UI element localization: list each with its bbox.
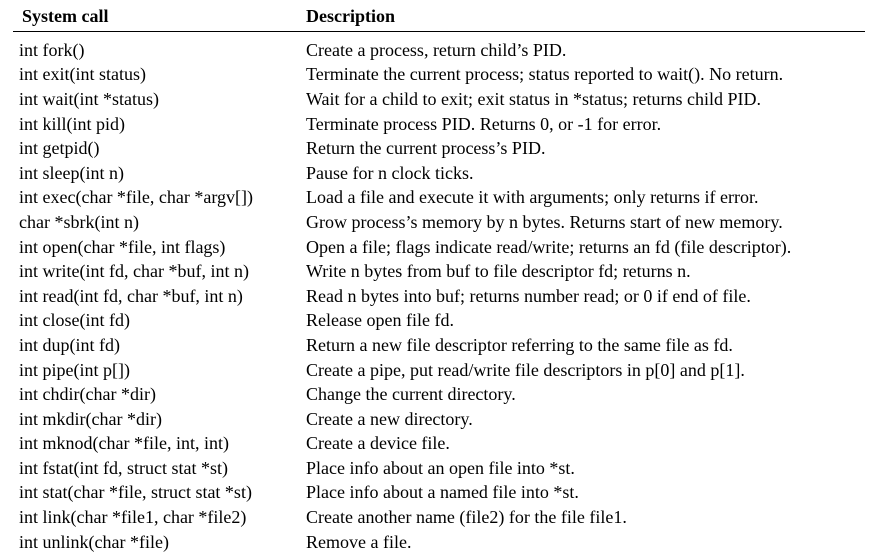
description-cell: Remove a file. [306,531,412,552]
description-cell: Terminate process PID. Returns 0, or -1 for error. [306,113,662,134]
table-row [13,186,865,211]
table-body [13,38,865,554]
header-rule [13,31,865,32]
description-cell: Place info about an open file into *st. [306,457,575,478]
system-call-cell: int exec(char *file, char *argv[]) [19,187,254,208]
system-call-cell: int link(char *file1, char *file2) [19,507,247,528]
system-call-cell: int mkdir(char *dir) [19,408,162,429]
system-call-cell: int fork() [19,39,85,60]
table-row [13,63,865,88]
table-row [13,161,865,186]
system-call-cell: int exit(int status) [19,64,146,85]
table-row [13,259,865,284]
table-row [13,432,865,457]
description-cell: Create another name (file2) for the file file1. [306,507,627,528]
description-cell: Create a new directory. [306,408,473,429]
table-row [13,407,865,432]
system-call-cell: int getpid() [19,138,100,159]
table-header [13,4,865,30]
system-call-table [13,4,865,554]
description-cell: Create a device file. [306,433,450,454]
system-call-cell: int open(char *file, int flags) [19,236,226,257]
system-call-cell: int read(int fd, char *buf, int n) [19,285,243,306]
description-cell: Pause for n clock ticks. [306,162,474,183]
header-system-call: System call [22,6,109,26]
table-row [13,382,865,407]
description-cell: Terminate the current process; status reported to wait(). No return. [306,64,784,85]
description-cell: Change the current directory. [306,384,516,405]
header-description: Description [306,6,395,26]
description-cell: Open a file; flags indicate read/write; returns an fd (file descriptor). [306,236,792,257]
description-cell: Grow process’s memory by n bytes. Returns start of new memory. [306,211,783,232]
description-cell: Wait for a child to exit; exit status in *status; returns child PID. [306,88,761,109]
table-row [13,136,865,161]
table-row [13,333,865,358]
description-cell: Load a file and execute it with arguments; only returns if error. [306,187,759,208]
description-cell: Create a process, return child’s PID. [306,39,567,60]
description-cell: Return the current process’s PID. [306,138,546,159]
system-call-cell: char *sbrk(int n) [19,211,139,232]
system-call-cell: int chdir(char *dir) [19,384,156,405]
system-call-cell: int close(int fd) [19,310,130,331]
system-call-cell: int dup(int fd) [19,334,120,355]
description-cell: Release open file fd. [306,310,454,331]
system-call-cell: int mknod(char *file, int, int) [19,433,229,454]
system-call-cell: int pipe(int p[]) [19,359,130,380]
system-call-cell: int write(int fd, char *buf, int n) [19,261,249,282]
system-call-cell: int stat(char *file, struct stat *st) [19,482,252,503]
table-row [13,112,865,137]
table-row [13,456,865,481]
table-row [13,505,865,530]
table-row [13,284,865,309]
description-cell: Return a new file descriptor referring to the same file as fd. [306,334,733,355]
table-row [13,481,865,506]
system-call-cell: int sleep(int n) [19,162,124,183]
description-cell: Place info about a named file into *st. [306,482,579,503]
table-row [13,530,865,555]
system-call-cell: int unlink(char *file) [19,531,169,552]
description-cell: Read n bytes into buf; returns number read; or 0 if end of file. [306,285,751,306]
table-row [13,235,865,260]
system-call-cell: int fstat(int fd, struct stat *st) [19,457,228,478]
description-cell: Write n bytes from buf to file descriptor fd; returns n. [306,261,691,282]
table-row [13,210,865,235]
system-call-cell: int kill(int pid) [19,113,125,134]
table-row [13,38,865,63]
table-row [13,309,865,334]
description-cell: Create a pipe, put read/write file descriptors in p[0] and p[1]. [306,359,745,380]
table-row [13,87,865,112]
table-row [13,358,865,383]
system-call-cell: int wait(int *status) [19,88,159,109]
